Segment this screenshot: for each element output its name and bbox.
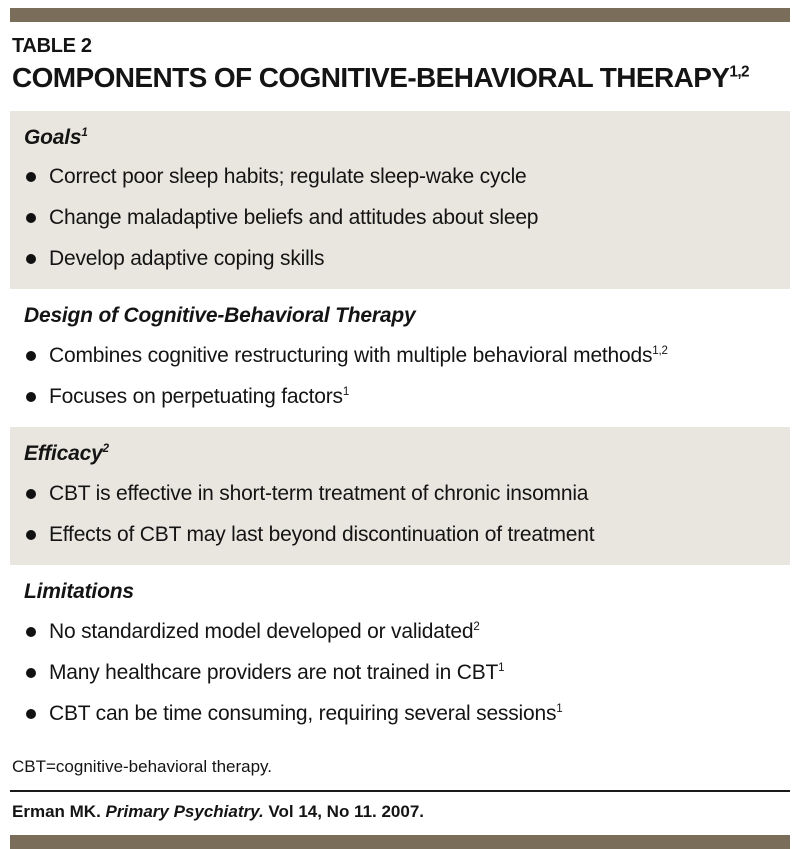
bullet-text: Effects of CBT may last beyond discontinuation of treatment xyxy=(49,522,595,546)
list-item xyxy=(24,653,776,694)
citation-details: Vol 14, No 11. 2007. xyxy=(268,801,425,821)
section-efficacy xyxy=(10,427,790,565)
table-title xyxy=(12,61,790,95)
list-item xyxy=(24,694,776,735)
citation xyxy=(12,801,790,823)
bullet-icon xyxy=(26,392,36,402)
section-goals xyxy=(10,111,790,290)
table-title-text: COMPONENTS OF COGNITIVE-BEHAVIORAL THERAPY xyxy=(12,62,730,93)
list-item xyxy=(24,157,776,198)
section-heading-text: Efficacy xyxy=(24,442,103,466)
citation-author: Erman MK. xyxy=(12,801,101,821)
list-item xyxy=(24,198,776,239)
section-heading-superscript: 1 xyxy=(81,126,88,139)
section-heading-text: Goals xyxy=(24,125,82,149)
top-rule xyxy=(10,8,790,22)
section-heading xyxy=(24,118,776,158)
bullet-text: No standardized model developed or validated$^2$ xyxy=(49,619,480,643)
citation-divider xyxy=(10,790,790,792)
bottom-rule xyxy=(10,835,790,849)
bullet-icon xyxy=(26,489,36,499)
bullet-icon xyxy=(26,709,36,719)
section-heading-text: Design of Cognitive-Behavioral Therapy xyxy=(24,304,416,328)
bullet-icon xyxy=(26,351,36,361)
bullet-text: Develop adaptive coping skills xyxy=(49,247,325,271)
bullet-icon xyxy=(26,213,36,223)
section-design xyxy=(10,289,790,427)
table-label: TABLE 2 xyxy=(12,35,92,57)
bullet-icon xyxy=(26,530,36,540)
bullet-text: Correct poor sleep habits; regulate sleep-wake cycle xyxy=(49,165,527,189)
bullet-icon xyxy=(26,668,36,678)
list-item xyxy=(24,336,776,377)
table-title-superscript: 1,2 xyxy=(729,63,749,81)
list-item xyxy=(24,515,776,556)
list-item xyxy=(24,377,776,418)
bullet-text: Change maladaptive beliefs and attitudes about sleep xyxy=(49,206,539,230)
table-footnote: CBT=cognitive-behavioral therapy. xyxy=(12,756,273,776)
bullet-icon xyxy=(26,172,36,182)
section-heading xyxy=(24,296,776,336)
citation-journal: Primary Psychiatry. xyxy=(105,801,264,821)
list-item xyxy=(24,474,776,515)
list-item xyxy=(24,612,776,653)
bullet-text: CBT can be time consuming, requiring several sessions$^1$ xyxy=(49,701,563,725)
list-item xyxy=(24,239,776,280)
bullet-text: CBT is effective in short-term treatment of chronic insomnia xyxy=(49,481,589,505)
bullet-icon xyxy=(26,254,36,264)
section-heading xyxy=(24,572,776,612)
bullet-text: Focuses on perpetuating factors$^1$ xyxy=(49,385,350,409)
bullet-text: Combines cognitive restructuring with multiple behavioral methods$^{1,2}$ xyxy=(49,344,668,368)
bullet-icon xyxy=(26,627,36,637)
section-limitations xyxy=(10,565,790,744)
section-heading-text: Limitations xyxy=(24,579,134,603)
bullet-text: Many healthcare providers are not trained in CBT$^1$ xyxy=(49,660,505,684)
section-heading-superscript: 2 xyxy=(102,443,109,456)
section-heading xyxy=(24,434,776,474)
